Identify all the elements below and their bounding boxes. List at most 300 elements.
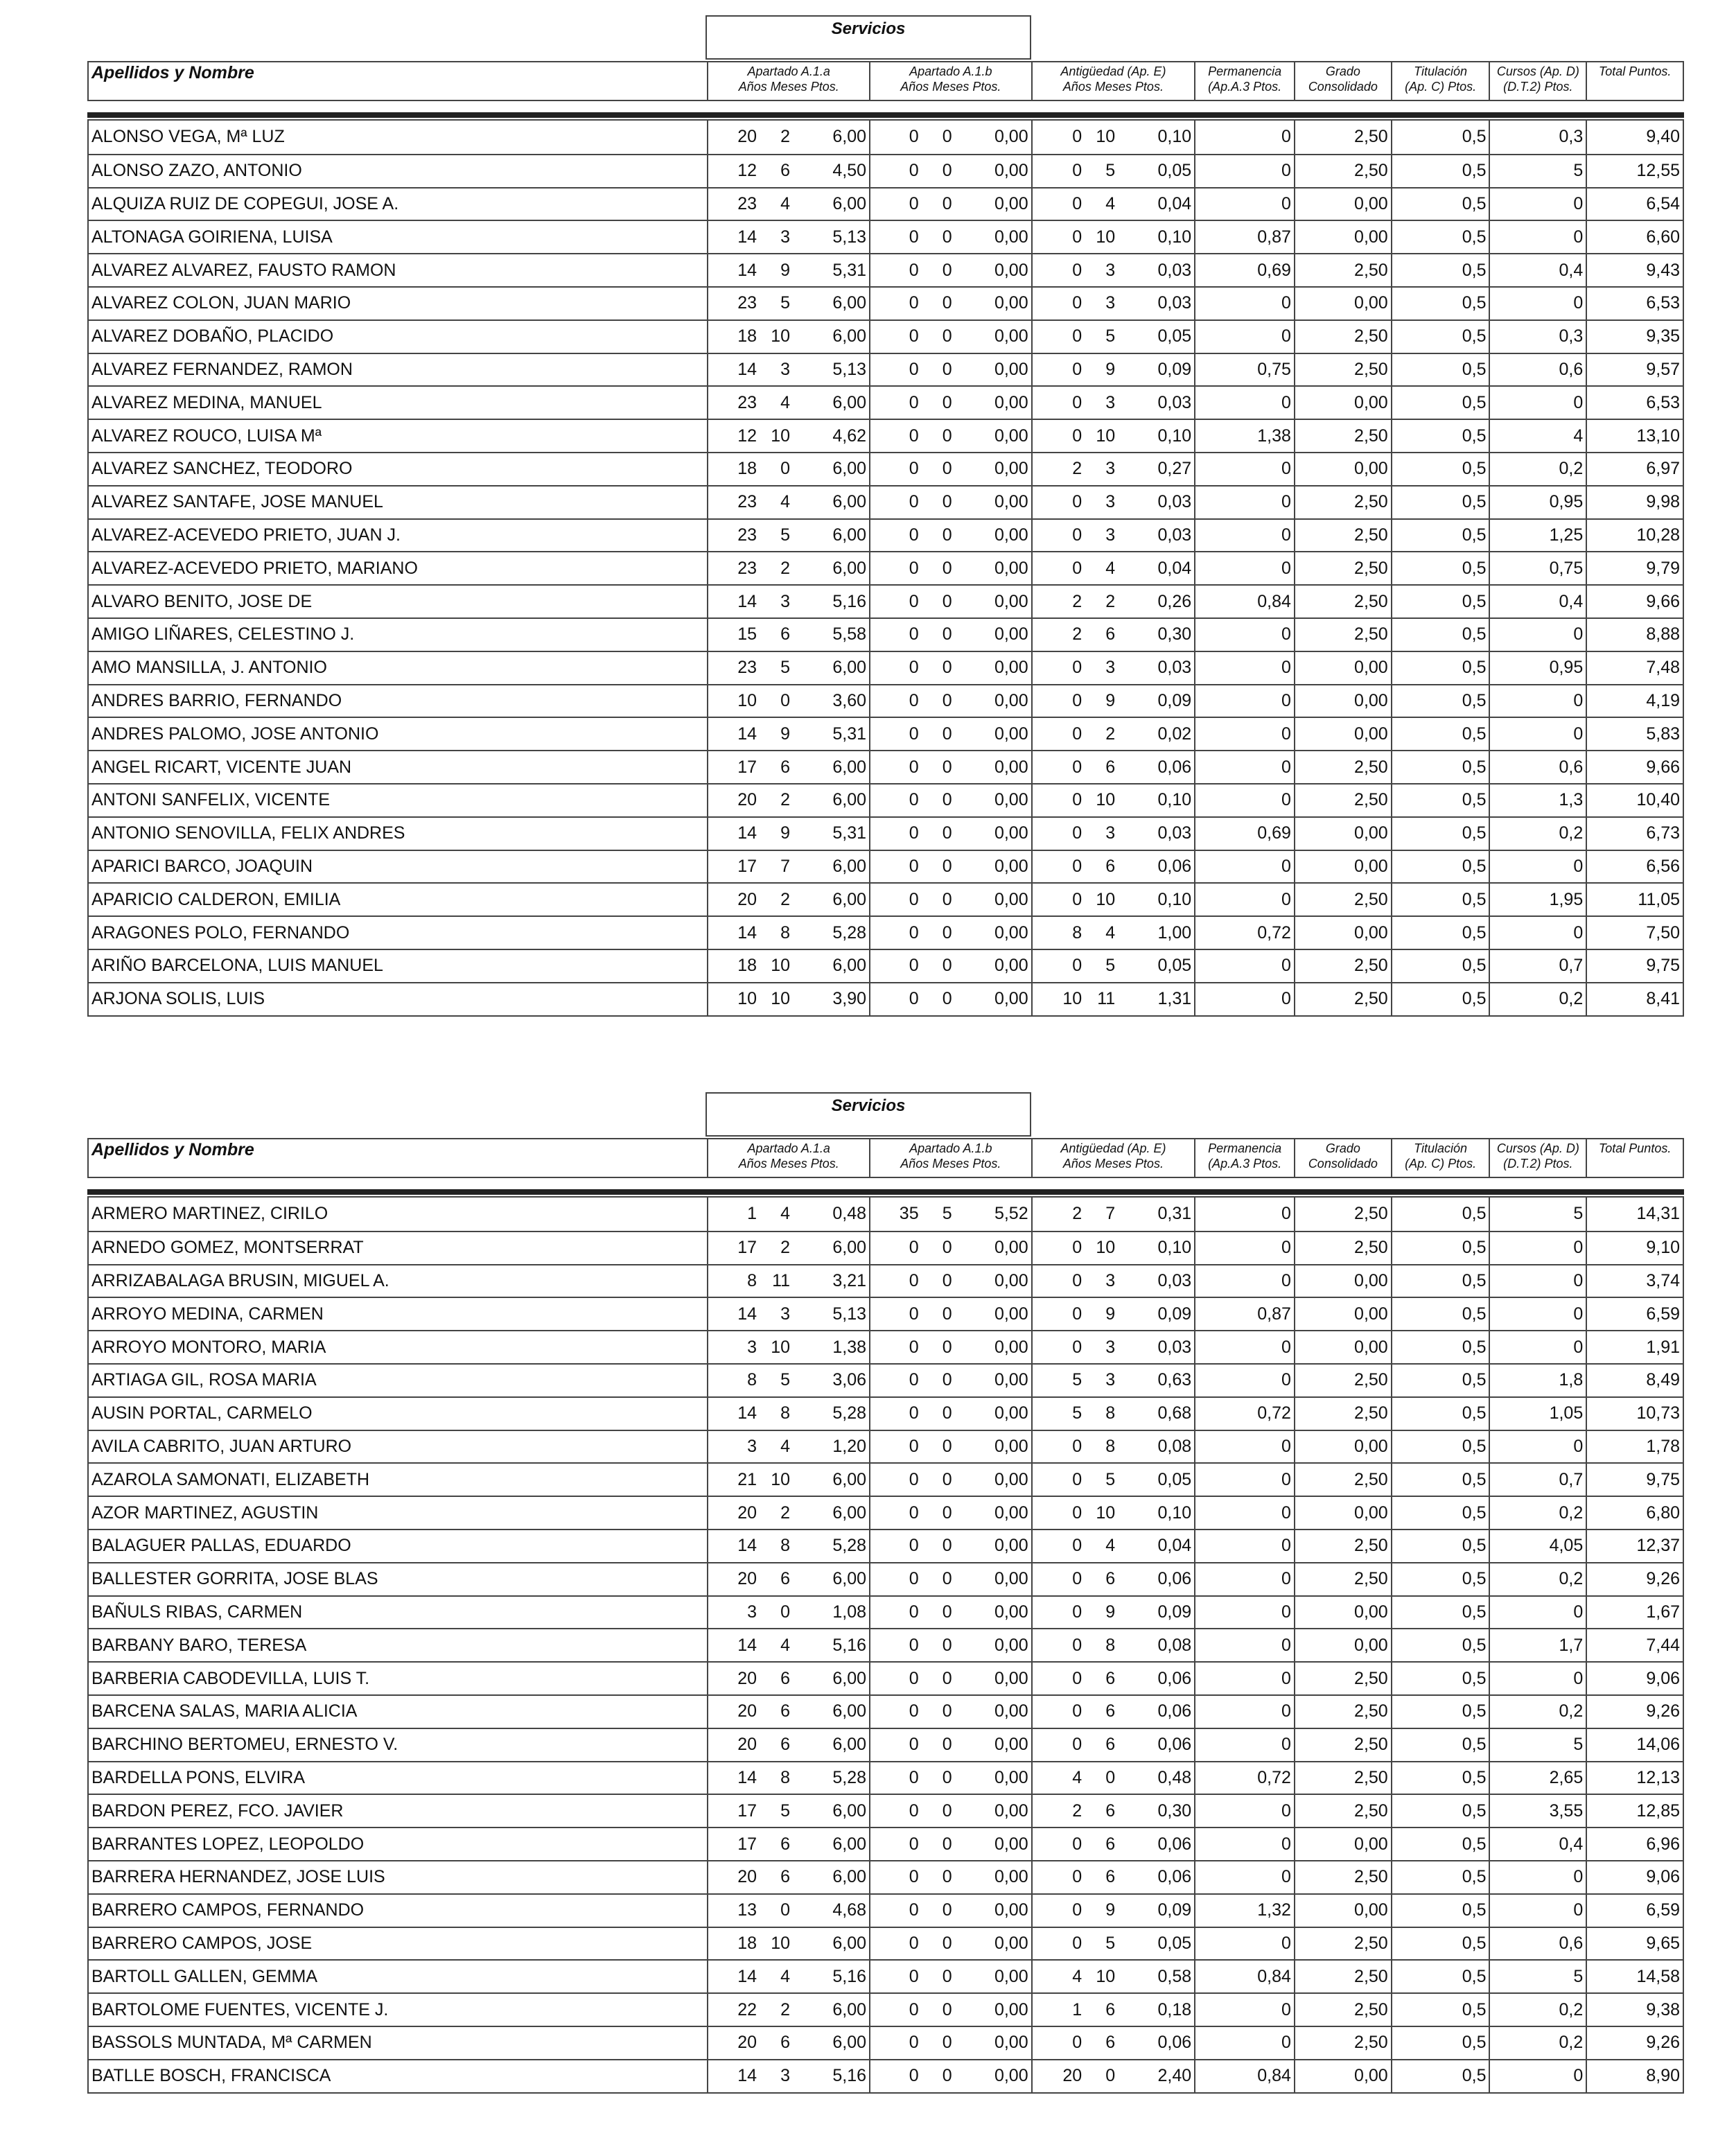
- column-header-line: (Ap. C) Ptos.: [1405, 80, 1477, 94]
- cell-value: 5,52: [994, 1204, 1028, 1224]
- cell-value: 20: [737, 790, 757, 810]
- cell-group-values: [888, 525, 1028, 545]
- cell-ant: [1031, 1232, 1195, 1264]
- cell-value: 0: [1072, 757, 1082, 777]
- cell-grado: 0,00: [1294, 685, 1391, 717]
- cell-group-values: [888, 1768, 1028, 1788]
- cell-value: 0: [1072, 492, 1082, 512]
- cell-value: 14: [737, 359, 757, 379]
- cell-value: 0,00: [994, 1900, 1028, 1920]
- column-header-line: Años Meses Ptos.: [738, 80, 839, 94]
- cell-value: 0,00: [994, 1735, 1028, 1755]
- cell-cursos: 0,4: [1489, 1828, 1586, 1860]
- cell-value: 21: [737, 1469, 757, 1489]
- cell-value: 6,00: [832, 1469, 867, 1489]
- column-header-row: [87, 61, 1684, 101]
- cell-value: 0: [909, 757, 919, 777]
- cell-value: 5: [780, 293, 791, 313]
- cell-ant: [1031, 1961, 1195, 1992]
- table-row: [89, 1430, 1683, 1463]
- cell-value: 3: [1105, 1337, 1116, 1357]
- cell-value: 2: [780, 1502, 791, 1523]
- cell-value: 0: [1072, 1668, 1082, 1688]
- column-header-a1b: [869, 1139, 1031, 1177]
- cell-name: ALVAREZ ROUCO, LUISA Mª: [91, 426, 322, 446]
- cell-group-values: [726, 1735, 866, 1755]
- cell-value: 0: [909, 426, 919, 446]
- cell-value: 10: [1096, 426, 1116, 446]
- cell-ant: [1031, 1563, 1195, 1595]
- cell-cursos: 0: [1489, 1298, 1586, 1330]
- cell-cursos: 0: [1489, 851, 1586, 883]
- cell-value: 5,28: [832, 922, 867, 943]
- services-group-label: Servicios: [705, 15, 1031, 60]
- cell-group-values: [726, 2000, 866, 2020]
- cell-value: 6: [1105, 1701, 1116, 1721]
- cell-cursos: 0,2: [1489, 1696, 1586, 1728]
- cell-value: 2: [1072, 624, 1082, 645]
- cell-group-values: [726, 127, 866, 147]
- cell-total: 7,44: [1586, 1629, 1683, 1661]
- cell-total: 10,28: [1586, 520, 1683, 552]
- cell-group-values: [726, 161, 866, 181]
- cell-group-values: [726, 658, 866, 678]
- cell-value: 0,09: [1157, 1602, 1192, 1622]
- cell-value: 0,00: [994, 1370, 1028, 1390]
- cell-value: 0: [1072, 260, 1082, 280]
- table-row: [89, 1794, 1683, 1827]
- cell-group-values: [726, 1536, 866, 1556]
- column-header-line: Antigüedad (Ap. E): [1060, 64, 1166, 78]
- cell-group-values: [726, 1636, 866, 1656]
- cell-name: AZAROLA SAMONATI, ELIZABETH: [91, 1469, 370, 1489]
- cell-value: 6,00: [832, 1999, 867, 2019]
- cell-cursos: 1,8: [1489, 1365, 1586, 1396]
- cell-group-values: [888, 2033, 1028, 2053]
- cell-group-values: [888, 1470, 1028, 1490]
- cell-tit: 0,5: [1391, 552, 1489, 584]
- cell-group-values: [1051, 1437, 1191, 1457]
- cell-value: 6: [780, 1834, 791, 1854]
- cell-group-values: [1051, 1602, 1191, 1622]
- cell-value: 0,06: [1157, 1701, 1192, 1721]
- cell-value: 0: [909, 1436, 919, 1456]
- cell-a1a: [707, 354, 869, 386]
- cell-cursos: 0: [1489, 1331, 1586, 1363]
- cell-value: 17: [737, 1238, 757, 1258]
- cell-grado: 2,50: [1294, 1762, 1391, 1794]
- cell-cursos: 1,3: [1489, 785, 1586, 816]
- cell-a1b: [869, 1265, 1031, 1297]
- cell-value: 0: [1072, 193, 1082, 213]
- cell-value: 8: [1105, 1436, 1116, 1456]
- cell-group-values: [888, 1801, 1028, 1821]
- cell-total: 9,98: [1586, 487, 1683, 518]
- cell-tit: 0,5: [1391, 1298, 1489, 1330]
- cell-value: 6: [1105, 856, 1116, 876]
- cell-value: 0,00: [994, 1701, 1028, 1721]
- cell-value: 4: [780, 392, 791, 412]
- cell-value: 0: [909, 956, 919, 976]
- cell-perm: 0,69: [1194, 818, 1294, 850]
- cell-value: 0: [942, 724, 952, 744]
- cell-value: 11: [1097, 989, 1116, 1009]
- cell-cursos: 0: [1489, 917, 1586, 949]
- cell-value: 0: [1072, 1536, 1082, 1556]
- cell-perm: 0: [1194, 751, 1294, 783]
- cell-value: 5: [1072, 1403, 1082, 1423]
- cell-value: 4: [1105, 558, 1116, 578]
- cell-tit: 0,5: [1391, 1265, 1489, 1297]
- cell-a1a: [707, 155, 869, 187]
- cell-value: 0,00: [994, 757, 1028, 777]
- cell-value: 0: [909, 1304, 919, 1324]
- cell-cursos: 0,95: [1489, 487, 1586, 518]
- cell-value: 23: [737, 525, 757, 545]
- cell-group-values: [888, 261, 1028, 281]
- cell-tit: 0,5: [1391, 884, 1489, 915]
- cell-cursos: 0: [1489, 1265, 1586, 1297]
- cell-value: 17: [737, 757, 757, 777]
- table-row: [89, 1330, 1683, 1363]
- table-row: [89, 684, 1683, 717]
- cell-perm: 0: [1194, 884, 1294, 915]
- cell-grado: 0,00: [1294, 288, 1391, 319]
- cell-value: 1,31: [1157, 989, 1192, 1009]
- table-row: [89, 850, 1683, 883]
- cell-grado: 2,50: [1294, 254, 1391, 286]
- cell-value: 0,00: [994, 127, 1028, 147]
- cell-value: 0: [909, 624, 919, 645]
- cell-grado: 2,50: [1294, 1563, 1391, 1595]
- cell-grado: 0,00: [1294, 1629, 1391, 1661]
- cell-value: 0,00: [994, 326, 1028, 347]
- cell-a1b: [869, 420, 1031, 452]
- cell-grado: 2,50: [1294, 1861, 1391, 1893]
- cell-name: APARICIO CALDERON, EMILIA: [91, 889, 341, 909]
- table-row: [89, 1198, 1683, 1231]
- cell-a1b: [869, 586, 1031, 617]
- cell-group-values: [888, 1701, 1028, 1721]
- column-header-line: Total Puntos.: [1598, 64, 1672, 78]
- cell-group-values: [888, 592, 1028, 612]
- cell-value: 7: [780, 856, 791, 876]
- cell-group-values: [888, 393, 1028, 413]
- cell-value: 0,00: [994, 492, 1028, 512]
- cell-tit: 0,5: [1391, 818, 1489, 850]
- cell-group-values: [726, 823, 866, 843]
- cell-perm: 0: [1194, 1331, 1294, 1363]
- cell-value: 0: [909, 1834, 919, 1854]
- cell-grado: 2,50: [1294, 1198, 1391, 1231]
- cell-name: BARBERIA CABODEVILLA, LUIS T.: [91, 1668, 370, 1688]
- cell-value: 0,00: [994, 2033, 1028, 2053]
- cell-value: 6,00: [832, 293, 867, 313]
- table-row: [89, 1694, 1683, 1728]
- cell-value: 0: [909, 1867, 919, 1887]
- cell-value: 0: [1072, 956, 1082, 976]
- cell-perm: 0: [1194, 1795, 1294, 1827]
- cell-group-values: [726, 1801, 866, 1821]
- cell-value: 0: [942, 525, 952, 545]
- cell-value: 3: [780, 591, 791, 611]
- cell-ant: [1031, 1265, 1195, 1297]
- cell-group-values: [888, 1437, 1028, 1457]
- cell-group-values: [1051, 1370, 1191, 1390]
- cell-value: 6: [780, 161, 791, 181]
- cell-a1b: [869, 1298, 1031, 1330]
- cell-value: 0,63: [1157, 1370, 1192, 1390]
- cell-value: 0: [942, 922, 952, 943]
- cell-value: 3: [747, 1602, 757, 1622]
- cell-value: 9: [1105, 1602, 1116, 1622]
- cell-value: 2: [780, 790, 791, 810]
- cell-value: 0,03: [1157, 525, 1192, 545]
- cell-value: 0: [909, 359, 919, 379]
- cell-total: 9,35: [1586, 321, 1683, 353]
- cell-a1b: [869, 785, 1031, 816]
- column-header-line: Años Meses Ptos.: [738, 1157, 839, 1171]
- cell-total: 9,26: [1586, 1563, 1683, 1595]
- cell-grado: 2,50: [1294, 1994, 1391, 2026]
- cell-group-values: [1051, 1934, 1191, 1954]
- cell-name: ALVARO BENITO, JOSE DE: [91, 591, 313, 611]
- cell-ant: [1031, 685, 1195, 717]
- cell-a1a: [707, 1696, 869, 1728]
- cell-group-values: [1051, 1900, 1191, 1920]
- column-header-line: Cursos (Ap. D): [1496, 1141, 1579, 1155]
- cell-value: 10: [771, 989, 791, 1009]
- cell-value: 4,62: [832, 426, 867, 446]
- cell-cursos: 5: [1489, 1961, 1586, 1992]
- cell-tit: 0,5: [1391, 619, 1489, 651]
- cell-group-values: [726, 525, 866, 545]
- cell-group-values: [726, 393, 866, 413]
- cell-group-values: [1051, 989, 1191, 1009]
- cell-cursos: 0,2: [1489, 983, 1586, 1015]
- cell-name: BALAGUER PALLAS, EDUARDO: [91, 1536, 351, 1556]
- cell-name: BARTOLOME FUENTES, VICENTE J.: [91, 1999, 389, 2019]
- cell-value: 14: [737, 227, 757, 247]
- cell-a1b: [869, 1928, 1031, 1960]
- cell-a1a: [707, 2060, 869, 2092]
- cell-perm: 0: [1194, 851, 1294, 883]
- cell-name: ALVAREZ SANTAFE, JOSE MANUEL: [91, 492, 383, 512]
- column-header-line: Años Meses Ptos.: [1062, 80, 1164, 94]
- cell-ant: [1031, 221, 1195, 253]
- cell-perm: 0: [1194, 321, 1294, 353]
- cell-cursos: 0,4: [1489, 586, 1586, 617]
- cell-group-values: [726, 1701, 866, 1721]
- cell-group-values: [1051, 2033, 1191, 2053]
- cell-group-values: [888, 492, 1028, 512]
- cell-perm: 0: [1194, 1663, 1294, 1694]
- cell-a1a: [707, 254, 869, 286]
- cell-total: 13,10: [1586, 420, 1683, 452]
- cell-value: 0: [942, 1735, 952, 1755]
- cell-group-values: [888, 1636, 1028, 1656]
- column-header-line: Cursos (Ap. D): [1496, 64, 1579, 78]
- cell-tit: 0,5: [1391, 1597, 1489, 1629]
- column-header-line: Años Meses Ptos.: [900, 1157, 1001, 1171]
- column-header-line: Grado: [1325, 64, 1360, 78]
- cell-value: 0: [942, 1635, 952, 1655]
- cell-group-values: [888, 1204, 1028, 1224]
- cell-value: 0,00: [994, 2066, 1028, 2086]
- cell-ant: [1031, 1928, 1195, 1960]
- cell-a1a: [707, 1497, 869, 1529]
- cell-value: 0: [909, 193, 919, 213]
- cell-group-values: [1051, 1238, 1191, 1258]
- cell-a1a: [707, 1828, 869, 1860]
- cell-a1a: [707, 884, 869, 915]
- cell-value: 0: [1072, 1270, 1082, 1290]
- cell-grado: 2,50: [1294, 751, 1391, 783]
- cell-a1a: [707, 1563, 869, 1595]
- cell-name: ARTIAGA GIL, ROSA MARIA: [91, 1370, 317, 1390]
- cell-value: 10: [771, 426, 791, 446]
- cell-grado: 2,50: [1294, 2027, 1391, 2059]
- cell-value: 0,03: [1157, 492, 1192, 512]
- cell-perm: 1,38: [1194, 420, 1294, 452]
- cell-group-values: [726, 956, 866, 976]
- cell-value: 0: [909, 1469, 919, 1489]
- cell-a1b: [869, 155, 1031, 187]
- cell-perm: 0,72: [1194, 1398, 1294, 1430]
- table-row: [89, 584, 1683, 617]
- cell-value: 0: [942, 426, 952, 446]
- cell-cursos: 1,05: [1489, 1398, 1586, 1430]
- cell-value: 6,00: [832, 889, 867, 909]
- cell-value: 0: [909, 1502, 919, 1523]
- cell-group-values: [1051, 1304, 1191, 1324]
- cell-value: 6,00: [832, 492, 867, 512]
- table-row: [89, 1893, 1683, 1927]
- cell-name: BARDELLA PONS, ELVIRA: [91, 1767, 305, 1787]
- cell-value: 3: [780, 1304, 791, 1324]
- cell-value: 0,00: [994, 459, 1028, 479]
- cell-value: 5,31: [832, 260, 867, 280]
- cell-value: 6: [780, 1735, 791, 1755]
- cell-grado: 2,50: [1294, 1398, 1391, 1430]
- cell-perm: 0: [1194, 685, 1294, 717]
- cell-tit: 0,5: [1391, 1663, 1489, 1694]
- cell-total: 8,41: [1586, 983, 1683, 1015]
- cell-group-values: [1051, 426, 1191, 446]
- cell-value: 5: [1105, 326, 1116, 347]
- cell-tit: 0,5: [1391, 1795, 1489, 1827]
- cell-name: BARRANTES LOPEZ, LEOPOLDO: [91, 1834, 365, 1854]
- cell-grado: 2,50: [1294, 1795, 1391, 1827]
- column-header-cursos: [1489, 1139, 1586, 1177]
- cell-value: 6,00: [832, 1933, 867, 1953]
- cell-value: 12: [737, 426, 757, 446]
- cell-cursos: 1,25: [1489, 520, 1586, 552]
- cell-value: 0,00: [994, 823, 1028, 843]
- cell-group-values: [888, 1602, 1028, 1622]
- cell-value: 0: [1072, 359, 1082, 379]
- cell-value: 0: [909, 326, 919, 347]
- cell-value: 0,30: [1157, 624, 1192, 645]
- cell-value: 0: [942, 2033, 952, 2053]
- cell-ant: [1031, 652, 1195, 684]
- cell-group-values: [726, 194, 866, 214]
- cell-ant: [1031, 851, 1195, 883]
- cell-value: 0,00: [994, 1800, 1028, 1821]
- cell-value: 4,50: [832, 161, 867, 181]
- cell-group-values: [726, 790, 866, 810]
- cell-total: 9,40: [1586, 121, 1683, 154]
- cell-a1b: [869, 1762, 1031, 1794]
- column-header-line: Permanencia: [1208, 1141, 1282, 1155]
- cell-a1a: [707, 420, 869, 452]
- cell-value: 0: [909, 161, 919, 181]
- column-header-ant: [1031, 62, 1195, 100]
- cell-ant: [1031, 254, 1195, 286]
- cell-group-values: [1051, 360, 1191, 380]
- cell-value: 0: [909, 392, 919, 412]
- cell-tit: 0,5: [1391, 652, 1489, 684]
- cell-group-values: [1051, 1271, 1191, 1291]
- cell-a1b: [869, 1597, 1031, 1629]
- cell-name: ARAGONES POLO, FERNANDO: [91, 922, 350, 943]
- cell-grado: 0,00: [1294, 1265, 1391, 1297]
- cell-value: 20: [737, 1735, 757, 1755]
- cell-ant: [1031, 818, 1195, 850]
- cell-group-values: [726, 492, 866, 512]
- cell-grado: 2,50: [1294, 321, 1391, 353]
- cell-value: 0,58: [1157, 1966, 1192, 1986]
- cell-a1b: [869, 1497, 1031, 1529]
- cell-a1a: [707, 1795, 869, 1827]
- cell-group-values: [1051, 1204, 1191, 1224]
- cell-name: ALVAREZ-ACEVEDO PRIETO, MARIANO: [91, 558, 418, 578]
- cell-value: 0: [909, 2033, 919, 2053]
- cell-group-values: [1051, 757, 1191, 778]
- cell-group-values: [888, 1536, 1028, 1556]
- cell-grado: 2,50: [1294, 1928, 1391, 1960]
- cell-group-values: [888, 691, 1028, 711]
- cell-value: 6,00: [832, 1735, 867, 1755]
- cell-group-values: [1051, 326, 1191, 347]
- cell-value: 0: [942, 1933, 952, 1953]
- cell-grado: 2,50: [1294, 1365, 1391, 1396]
- cell-a1b: [869, 1828, 1031, 1860]
- cell-total: 1,91: [1586, 1331, 1683, 1363]
- cell-tit: 0,5: [1391, 1563, 1489, 1595]
- cell-name: ANTONIO SENOVILLA, FELIX ANDRES: [91, 823, 405, 843]
- cell-value: 18: [737, 326, 757, 347]
- cell-perm: 0: [1194, 387, 1294, 419]
- cell-tit: 0,5: [1391, 2027, 1489, 2059]
- cell-ant: [1031, 1365, 1195, 1396]
- cell-value: 0,00: [994, 1502, 1028, 1523]
- cell-name: BARCHINO BERTOMEU, ERNESTO V.: [91, 1735, 398, 1755]
- cell-value: 10: [1096, 790, 1116, 810]
- cell-a1b: [869, 1861, 1031, 1893]
- cell-value: 17: [737, 1834, 757, 1854]
- cell-value: 9: [1105, 359, 1116, 379]
- cell-value: 0,06: [1157, 757, 1192, 777]
- cell-total: 6,56: [1586, 851, 1683, 883]
- column-header-tit: [1391, 62, 1489, 100]
- cell-ant: [1031, 1530, 1195, 1562]
- cell-value: 5,58: [832, 624, 867, 645]
- cell-group-values: [1051, 1636, 1191, 1656]
- cell-grado: 0,00: [1294, 221, 1391, 253]
- cell-tit: 0,5: [1391, 1729, 1489, 1761]
- services-group-label: Servicios: [705, 1092, 1031, 1137]
